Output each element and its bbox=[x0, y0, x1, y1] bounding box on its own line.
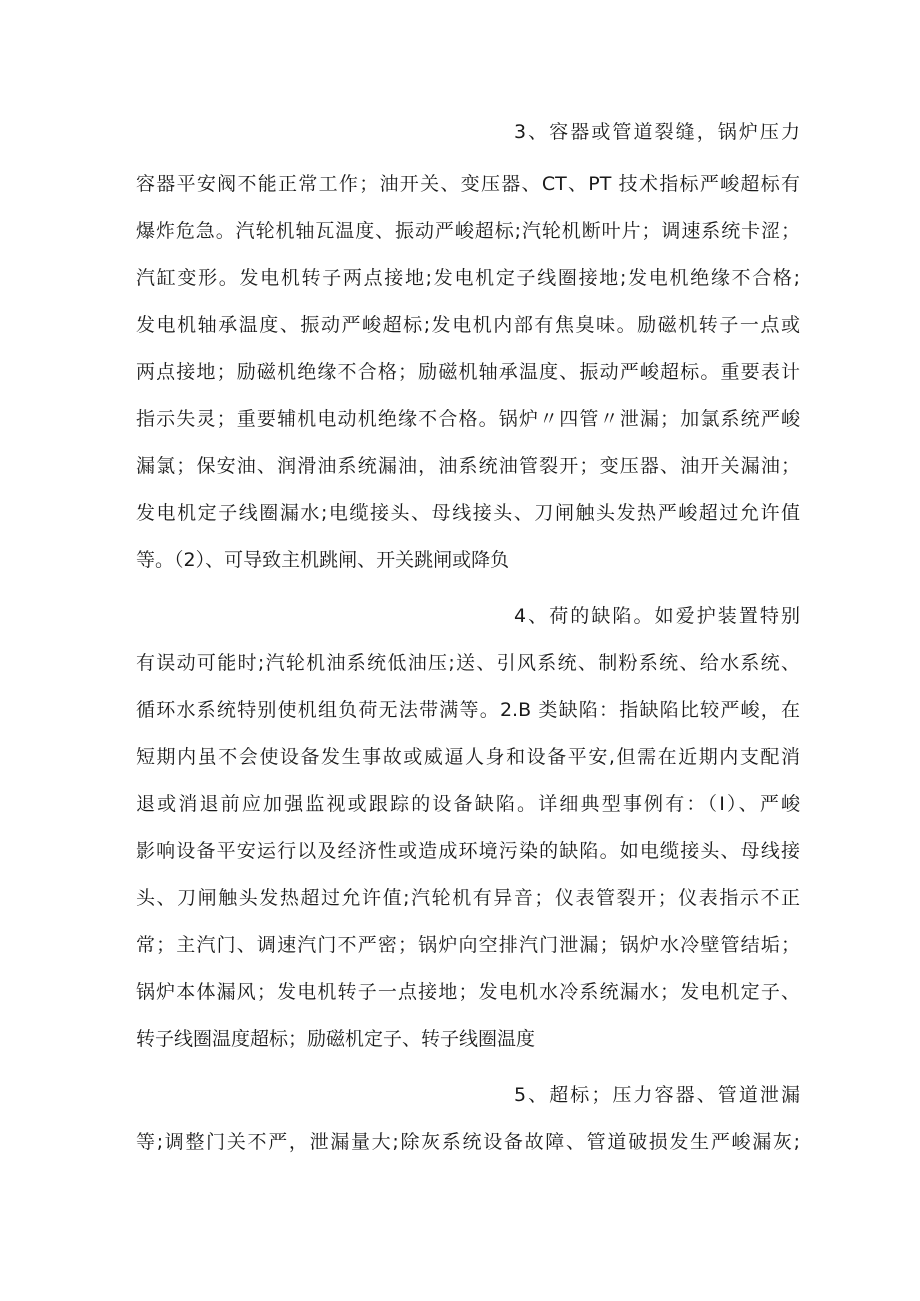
paragraph-line: 发电机轴承温度、振动严峻超标;发电机内部有焦臭味。励磁机转子一点或 bbox=[136, 314, 800, 336]
paragraph-line: 有误动可能时;汽轮机油系统低油压;送、引风系统、制粉系统、给水系统、 bbox=[136, 652, 800, 674]
paragraph-line: 指示失灵；重要辅机电动机绝缘不合格。锅炉〃四管〃泄漏；加氯系统严峻 bbox=[136, 408, 800, 430]
paragraph-line: 爆炸危急。汽轮机轴瓦温度、振动严峻超标;汽轮机断叶片；调速系统卡涩； bbox=[136, 220, 800, 242]
section-4-heading: 4、荷的缺陷。如爱护装置特别 bbox=[514, 605, 800, 627]
paragraph-line: 漏氯；保安油、润滑油系统漏油，油系统油管裂开；变压器、油开关漏油； bbox=[136, 455, 800, 477]
paragraph-line: 等。（2）、可导致主机跳闸、开关跳闸或降负 bbox=[136, 549, 510, 571]
paragraph-line: 循环水系统特别使机组负荷无法带满等。2.B 类缺陷：指缺陷比较严峻，在 bbox=[136, 699, 800, 721]
paragraph-line: 两点接地；励磁机绝缘不合格；励磁机轴承温度、振动严峻超标。重要表计 bbox=[136, 361, 800, 383]
paragraph-line: 容器平安阀不能正常工作；油开关、变压器、CT、PT 技术指标严峻超标有 bbox=[136, 173, 800, 195]
paragraph-line: 锅炉本体漏风；发电机转子一点接地；发电机水冷系统漏水；发电机定子、 bbox=[136, 981, 800, 1003]
paragraph-line: 转子线圈温度超标；励磁机定子、转子线圈温度 bbox=[136, 1028, 536, 1050]
paragraph-line: 发电机定子线圈漏水;电缆接头、母线接头、刀闸触头发热严峻超过允许值 bbox=[136, 502, 800, 524]
section-3-heading: 3、容器或管道裂缝，锅炉压力 bbox=[514, 121, 800, 143]
paragraph-line: 常；主汽门、调速汽门不严密；锅炉向空排汽门泄漏；锅炉水冷壁管结垢； bbox=[136, 934, 800, 956]
section-5-heading: 5、超标；压力容器、管道泄漏 bbox=[514, 1084, 800, 1106]
paragraph-line: 汽缸变形。发电机转子两点接地;发电机定子线圈接地;发电机绝缘不合格; bbox=[136, 267, 800, 289]
paragraph-line: 影响设备平安运行以及经济性或造成环境污染的缺陷。如电缆接头、母线接 bbox=[136, 840, 800, 862]
paragraph-line: 等;调整门关不严，泄漏量大;除灰系统设备故障、管道破损发生严峻漏灰; bbox=[136, 1131, 800, 1153]
paragraph-line: 退或消退前应加强监视或跟踪的设备缺陷。详细典型事例有：（I）、严峻 bbox=[136, 793, 800, 815]
paragraph-line: 头、刀闸触头发热超过允许值;汽轮机有异音；仪表管裂开；仪表指示不正 bbox=[136, 887, 800, 909]
paragraph-line: 短期内虽不会使设备发生事故或威逼人身和设备平安,但需在近期内支配消 bbox=[136, 746, 800, 768]
